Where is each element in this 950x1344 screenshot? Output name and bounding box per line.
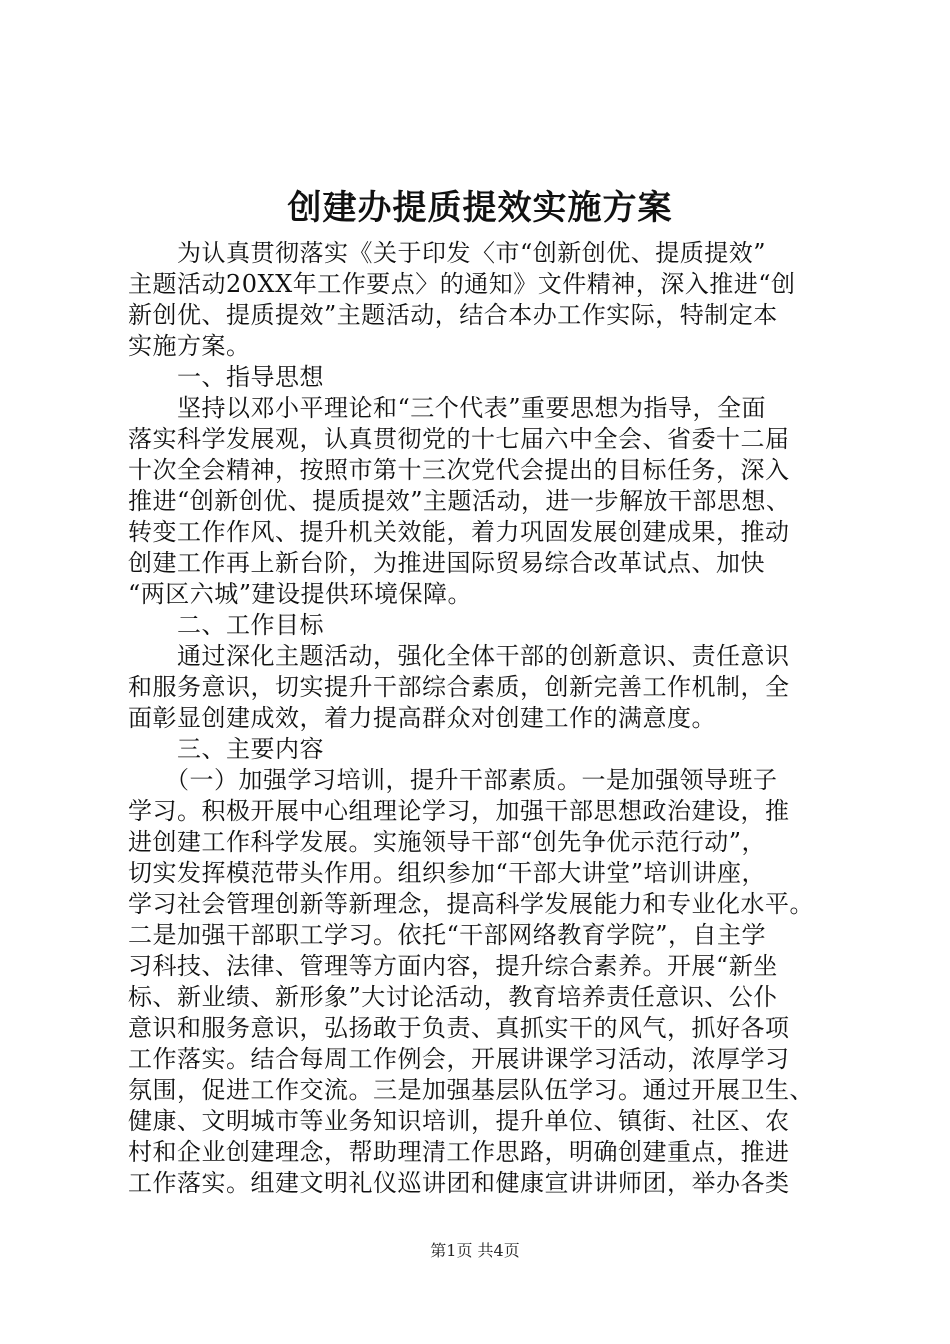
text-line: 意识和服务意识，弘扬敢于负责、真抓实干的风气，抓好各项 <box>128 1014 790 1042</box>
text-line: 为认真贯彻落实《关于印发〈市“创新创优、提质提效” <box>128 239 767 267</box>
text-line: 习科技、法律、管理等方面内容，提升综合素养。开展“新坐 <box>128 952 778 980</box>
text-line: 推进“创新创优、提质提效”主题活动，进一步解放干部思想、 <box>128 487 791 515</box>
text-line: 实施方案。 <box>128 332 251 360</box>
text-line: 三、主要内容 <box>128 735 324 763</box>
text-line: 健康、文明城市等业务知识培训，提升单位、镇街、社区、农 <box>128 1107 790 1135</box>
text-line: 村和企业创建理念，帮助理清工作思路，明确创建重点，推进 <box>128 1138 790 1166</box>
text-line: 通过深化主题活动，强化全体干部的创新意识、责任意识 <box>128 642 790 670</box>
text-line: 切实发挥模范带头作用。组织参加“干部大讲堂”培训讲座， <box>128 859 767 887</box>
text-line: 主题活动20XX年工作要点〉的通知》文件精神，深入推进“创 <box>128 270 796 298</box>
text-line: 进创建工作科学发展。实施领导干部“创先争优示范行动”， <box>128 828 767 856</box>
text-line: 坚持以邓小平理论和“三个代表”重要思想为指导，全面 <box>128 394 767 422</box>
text-line: 氛围，促进工作交流。三是加强基层队伍学习。通过开展卫生、 <box>128 1076 814 1104</box>
text-line: 标、新业绩、新形象”大讨论活动，教育培养责任意识、公仆 <box>128 983 778 1011</box>
text-line: 转变工作作风、提升机关效能，着力巩固发展创建成果，推动 <box>128 518 790 546</box>
page-footer: 第1页 共4页 <box>430 1241 520 1260</box>
text-line: 一、指导思想 <box>128 363 324 391</box>
text-line: 十次全会精神，按照市第十三次党代会提出的目标任务，深入 <box>128 456 790 484</box>
text-line: 学习。积极开展中心组理论学习，加强干部思想政治建设，推 <box>128 797 790 825</box>
text-line: “两区六城”建设提供环境保障。 <box>128 580 473 608</box>
text-line: （一）加强学习培训，提升干部素质。一是加强领导班子 <box>128 766 778 794</box>
text-line: 落实科学发展观，认真贯彻党的十七届六中全会、省委十二届 <box>128 425 790 453</box>
document-title: 创建办提质提效实施方案 <box>287 188 673 228</box>
text-line: 创建工作再上新台阶，为推进国际贸易综合改革试点、加快 <box>128 549 765 577</box>
text-line: 二是加强干部职工学习。依托“干部网络教育学院”，自主学 <box>128 921 767 949</box>
text-line: 学习社会管理创新等新理念，提高科学发展能力和专业化水平。 <box>128 890 814 918</box>
text-line: 工作落实。组建文明礼仪巡讲团和健康宣讲讲师团，举办各类 <box>128 1169 790 1197</box>
text-line: 工作落实。结合每周工作例会，开展讲课学习活动，浓厚学习 <box>128 1045 790 1073</box>
document-body <box>128 238 838 1199</box>
text-line: 面彰显创建成效，着力提高群众对创建工作的满意度。 <box>128 704 716 732</box>
text-line: 和服务意识，切实提升干部综合素质，创新完善工作机制，全 <box>128 673 790 701</box>
text-line: 二、工作目标 <box>128 611 324 639</box>
text-line: 新创优、提质提效”主题活动，结合本办工作实际，特制定本 <box>128 301 778 329</box>
